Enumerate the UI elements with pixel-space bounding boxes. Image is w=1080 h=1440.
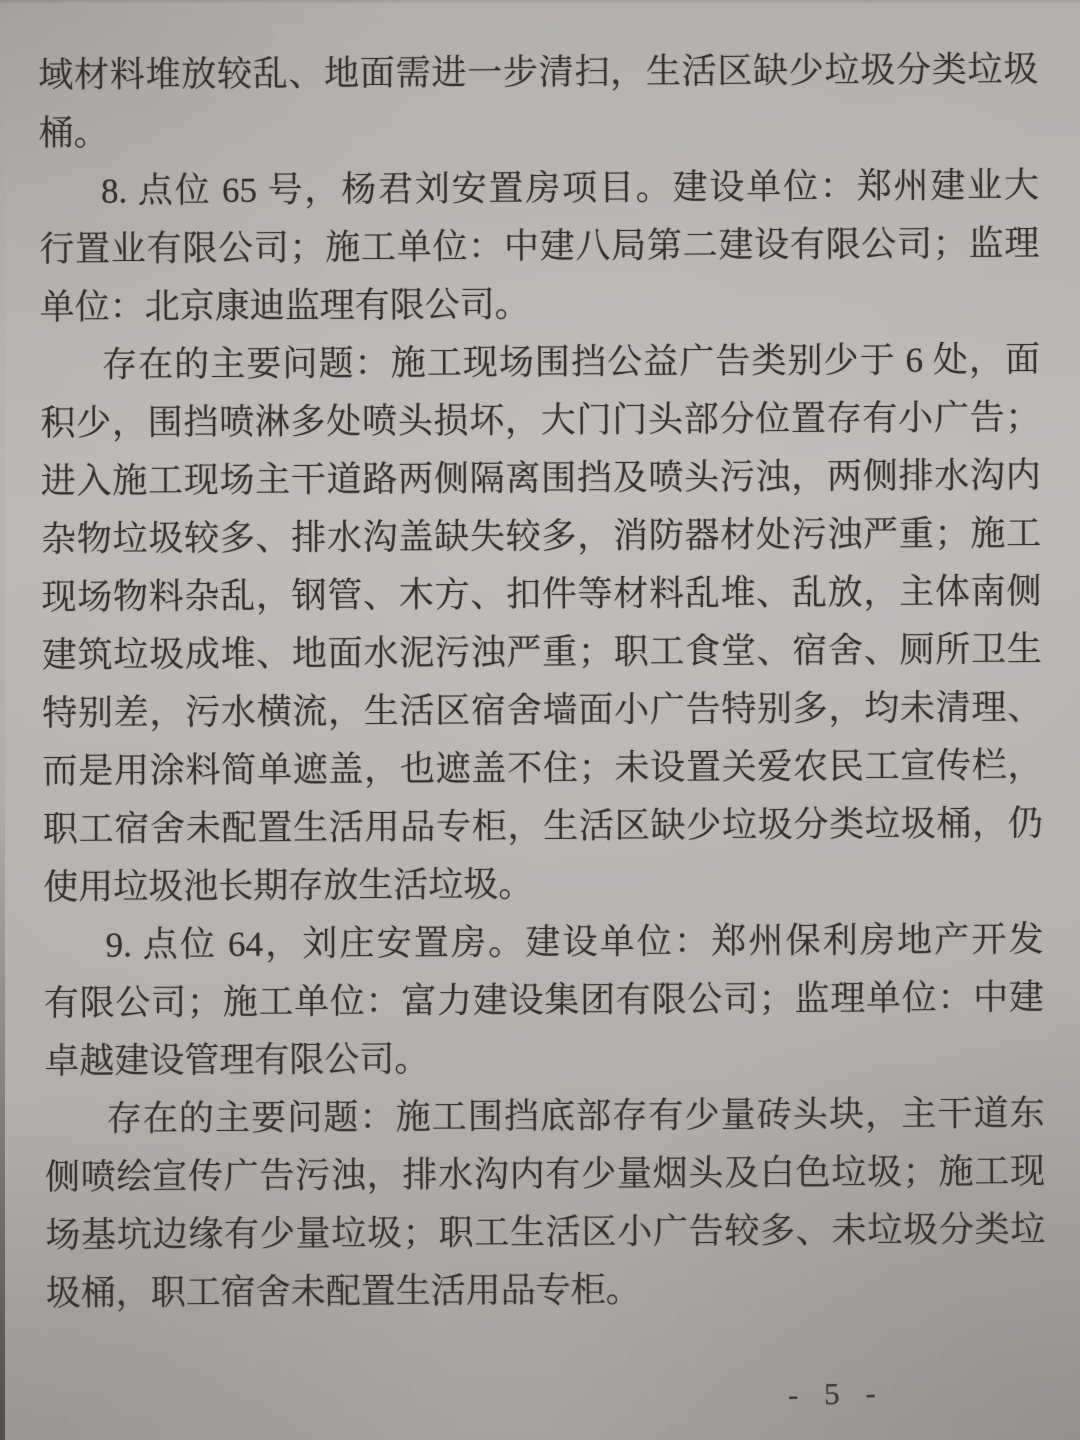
text-line: 特别差，污水横流，生活区宿舍墙面小广告特别多，均未清理、 [42,687,1043,734]
text-line: 侧喷绘宣传广告污浊，排水沟内有少量烟头及白色垃圾；施工现 [44,1151,1046,1198]
text-line: 9. 点位 64，刘庄安置房。建设单位：郑州保利房地产开发 [105,919,1044,965]
text-line: 职工宿舍未配置生活用品专柜，生活区缺少垃圾分类垃圾桶，仍 [42,803,1043,850]
text-line: 而是用涂料简单遮盖，也遮盖不住；未设置关爱农民工宣传栏， [42,745,1043,792]
text-line: 域材料堆放较乱、地面需进一步清扫，生活区缺少垃圾分类垃圾 [38,49,1039,96]
text-line: 行置业有限公司；施工单位：中建八局第二建设有限公司；监理 [39,223,1040,270]
text-line: 8. 点位 65 号，杨君刘安置房项目。建设单位：郑州建业大 [100,165,1040,211]
text-line: 单位：北京康迪监理有限公司。 [39,285,530,328]
text-line: 现场物料杂乱，钢管、木方、扣件等材料乱堆、乱放，主体南侧 [41,571,1042,618]
document-text [38,41,1046,1323]
text-line: 进入施工现场主干道路两侧隔离围挡及喷头污浊，两侧排水沟内 [40,455,1041,502]
text-line: 卓越建设管理有限公司。 [44,1039,430,1082]
text-line: 存在的主要问题：施工围挡底部存有少量砖头块，主干道东 [106,1093,1045,1139]
text-line: 圾桶，职工宿舍未配置生活用品专柜。 [45,1270,641,1314]
text-line: 使用垃圾池长期存放生活垃圾。 [43,865,534,908]
text-line: 存在的主要问题：施工现场围挡公益广告类别少于 6 处，面 [101,339,1041,385]
text-line: 桶。 [38,113,109,154]
text-line: 杂物垃圾较多、排水沟盖缺失较多，消防器材处污浊严重；施工 [41,513,1042,560]
text-line: 场基坑边缘有少量垃圾；职工生活区小广告较多、未垃圾分类垃 [45,1209,1046,1256]
text-line: 建筑垃圾成堆、地面水泥污浊严重；职工食堂、宿舍、厕所卫生 [41,629,1042,676]
page-number: - 5 - [787,1374,886,1413]
text-line: 积少，围挡喷淋多处喷头损坏，大门门头部分位置存有小广告； [40,397,1041,444]
text-line: 有限公司；施工单位：富力建设集团有限公司；监理单位：中建 [43,977,1045,1024]
